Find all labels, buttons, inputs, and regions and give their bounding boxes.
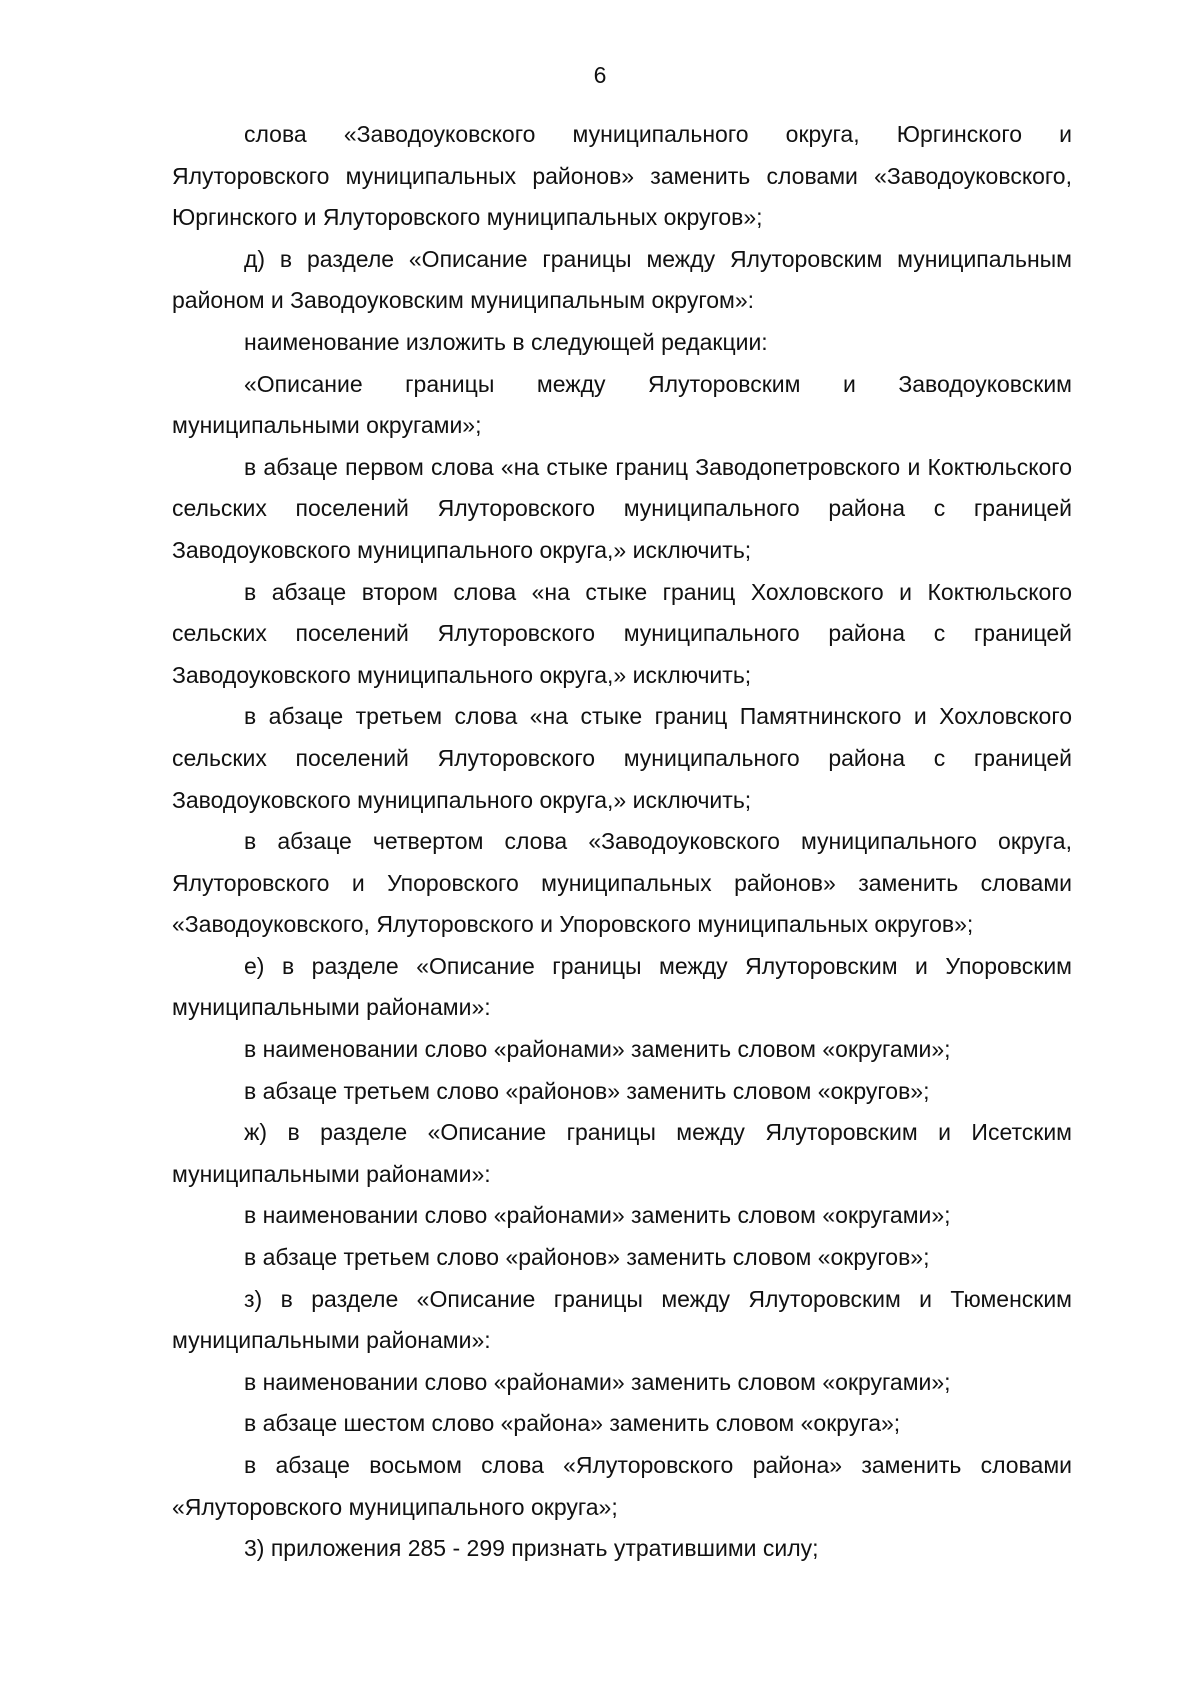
paragraph: д) в разделе «Описание границы между Ялуторовским муниципальным районом и Заводоуковским муниципальным округом»: bbox=[172, 245, 1072, 314]
paragraph: в абзаце шестом слово «района» заменить словом «округа»; bbox=[244, 1410, 901, 1437]
paragraph: в абзаце втором слова «на стыке границ Хохловского и Коктюльского сельских поселений Ялуторовского муниципального района с границей Заводоуковского муниципального округа,» исключить; bbox=[172, 578, 1072, 688]
paragraph: в наименовании слово «районами» заменить словом «округами»; bbox=[244, 1368, 951, 1395]
paragraph: «Описание границы между Ялуторовским и Заводоуковским муниципальными округами»; bbox=[172, 370, 1072, 439]
document-body bbox=[172, 114, 1072, 1570]
paragraph: е) в разделе «Описание границы между Ялуторовским и Упоровским муниципальными районами»: bbox=[172, 952, 1072, 1021]
paragraph: з) в разделе «Описание границы между Ялуторовским и Тюменским муниципальными районами»: bbox=[172, 1285, 1072, 1354]
paragraph: в наименовании слово «районами» заменить словом «округами»; bbox=[244, 1036, 951, 1063]
paragraph: в абзаце первом слова «на стыке границ Заводопетровского и Коктюльского сельских поселений Ялуторовского муниципального района с границей Заводоуковского муниципального округа,» исключить; bbox=[172, 453, 1072, 563]
page-number: 6 bbox=[593, 62, 607, 88]
paragraph: в абзаце третьем слова «на стыке границ Памятнинского и Хохловского сельских поселений Ялуторовского муниципального района с границей Заводоуковского муниципального округа,» исключить; bbox=[172, 703, 1072, 813]
paragraph: ж) в разделе «Описание границы между Ялуторовским и Исетским муниципальными районами»: bbox=[172, 1119, 1072, 1187]
paragraph: в абзаце третьем слово «районов» заменить словом «округов»; bbox=[244, 1244, 930, 1271]
paragraph: 3) приложения 285 - 299 признать утратившими силу; bbox=[244, 1535, 819, 1562]
paragraph: в абзаце восьмом слова «Ялуторовского района» заменить словами «Ялуторовского муниципального округа»; bbox=[172, 1452, 1072, 1520]
paragraph: в наименовании слово «районами» заменить словом «округами»; bbox=[244, 1202, 951, 1229]
paragraph: наименование изложить в следующей редакции: bbox=[244, 328, 768, 355]
paragraph: в абзаце четвертом слова «Заводоуковского муниципального округа, Ялуторовского и Упоровского муниципальных районов» заменить словами «Заводоуковского, Ялуторовского и Упоровского муниципальных округов»; bbox=[172, 828, 1072, 938]
paragraph: слова «Заводоуковского муниципального округа, Юргинского и Ялуторовского муниципальных районов» заменить словами «Заводоуковского, Юргинского и Ялуторовского муниципальных округов»; bbox=[172, 121, 1072, 231]
paragraph: в абзаце третьем слово «районов» заменить словом «округов»; bbox=[244, 1077, 930, 1104]
